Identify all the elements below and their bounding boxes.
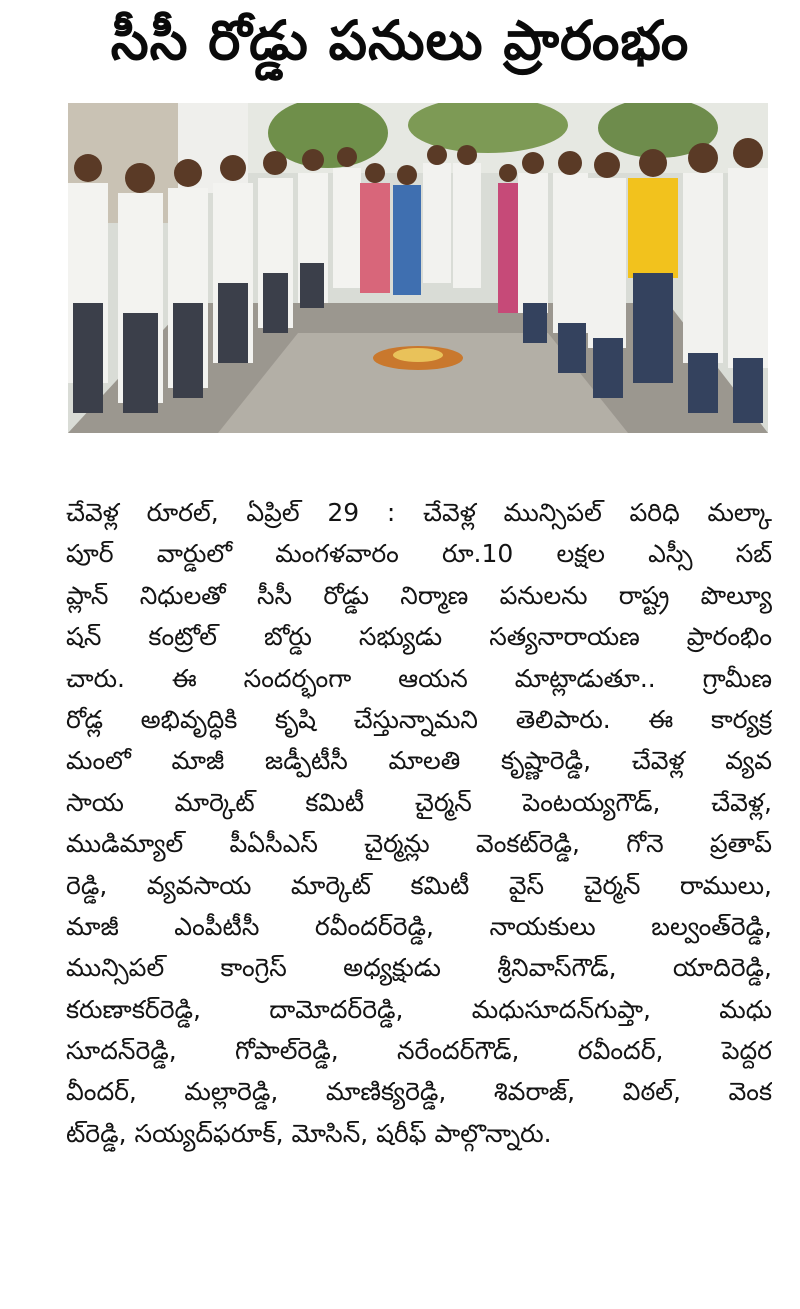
article-line: రెడ్డి, వ్యవసాయ మార్కెట్ కమిటీ వైస్ చైర్మన్ రాములు, (66, 870, 772, 900)
article-line: చేవెళ్ల రూరల్, ఏప్రిల్ 29 : చేవెళ్ల మున్సిపల్ పరిధి మల్కా (66, 498, 772, 527)
article-line: వీందర్, మల్లారెడ్డి, మాణిక్యరెడ్డి, శివరాజ్, విఠల్, వెంక (66, 1077, 772, 1107)
news-photo (68, 103, 768, 433)
article-line: మున్సిపల్ కాంగ్రెస్ అధ్యక్షుడు శ్రీనివాస్‌గౌడ్, యాదిరెడ్డి, (66, 953, 772, 983)
article-line: సూదన్‌రెడ్డి, గోపాల్‌రెడ్డి, నరేందర్‌గౌడ్, రవీందర్, పెద్దర (66, 1036, 772, 1066)
article-line: ప్లాన్ నిధులతో సీసీ రోడ్డు నిర్మాణ పనులను రాష్ట్ర పొల్యూ (66, 580, 772, 610)
article-line: రోడ్ల అభివృద్ధికి కృషి చేస్తున్నామని తెలిపారు. ఈ కార్యక్ర (66, 704, 772, 734)
article-line: ట్‌రెడ్డి, సయ్యద్‌ఫరూక్, మోసిన్, షరీఫ్ పాల్గొన్నారు. (66, 1118, 552, 1148)
article-line: మంలో మాజీ జడ్పీటీసీ మాలతి కృష్ణారెడ్డి, చేవెళ్ల వ్యవ (66, 746, 772, 776)
article-line: పూర్ వార్డులో మంగళవారం రూ.10 లక్షల ఎస్సీ సబ్ (66, 539, 772, 569)
article-line: షన్ కంట్రోల్ బోర్డు సభ్యుడు సత్యనారాయణ ప్రారంభిం (66, 622, 772, 652)
article-line: కరుణాకర్‌రెడ్డి, దామోదర్‌రెడ్డి, మధుసూదన్‌గుప్తా, మధు (66, 994, 772, 1024)
article-line: చారు. ఈ సందర్భంగా ఆయన మాట్లాడుతూ.. గ్రామీణ (66, 663, 772, 693)
article-line: సాయ మార్కెట్ కమిటీ చైర్మన్ పెంటయ్యగౌడ్, చేవెళ్ల, (66, 787, 772, 817)
article-line: మాజీ ఎంపీటీసీ రవీందర్‌రెడ్డి, నాయకులు బల్వంత్‌రెడ్డి, (66, 911, 772, 941)
headline: సీసీ రోడ్డు పనులు ప్రారంభం (110, 9, 690, 72)
article-body (66, 492, 772, 1154)
article-line: ముడిమ్యాల్ పీఏసీఎస్ చైర్మన్లు వెంకట్‌రెడ్డి, గోనె ప్రతాప్ (66, 829, 772, 859)
